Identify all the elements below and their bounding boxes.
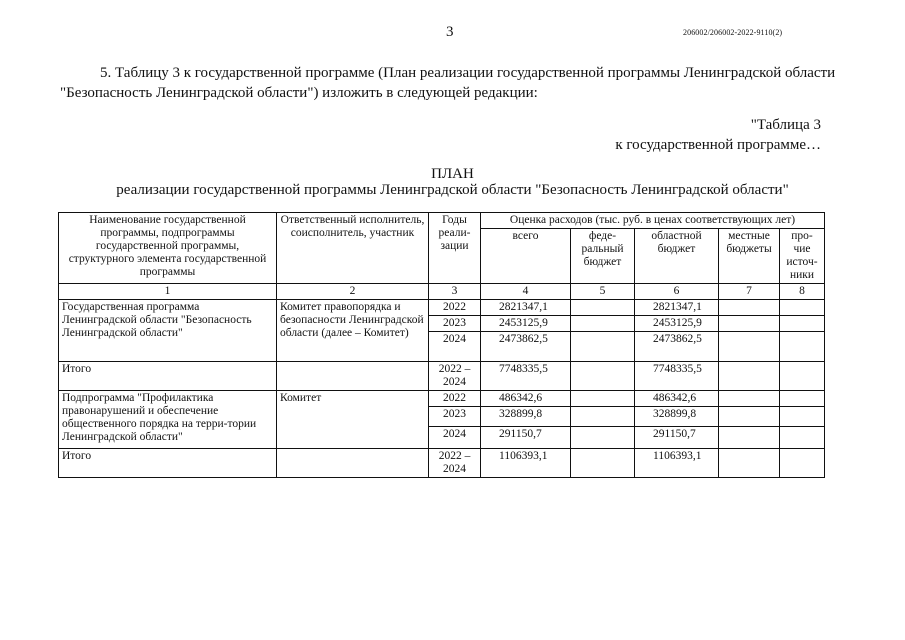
regional-cell: 291150,7 (635, 427, 719, 449)
itogo-label: Итого (59, 362, 277, 391)
table-reference-line1: "Таблица 3 (750, 117, 821, 133)
column-number: 7 (719, 284, 780, 300)
year-cell: 2024 (429, 427, 481, 449)
other-cell (780, 362, 825, 391)
plan-table (58, 212, 825, 478)
column-number: 4 (481, 284, 571, 300)
document-code: 206002/206002-2022-9110(2) (683, 28, 783, 37)
header-total: всего (481, 229, 571, 284)
plan-subtitle: реализации государственной программы Ленинградской области "Безопасность Ленинградской области" (116, 182, 789, 198)
local-cell (719, 332, 780, 362)
table-row (59, 300, 825, 316)
regional-cell: 7748335,5 (635, 362, 719, 391)
intro-paragraph (60, 63, 852, 103)
header-row (59, 213, 825, 229)
year-cell: 2022 – 2024 (429, 449, 481, 478)
federal-cell (571, 407, 635, 427)
table-reference (615, 115, 821, 155)
program-name: Государственная программа Ленинградской области "Безопасность Ленинградской области" (59, 300, 277, 362)
year-cell: 2023 (429, 316, 481, 332)
other-cell (780, 427, 825, 449)
year-cell: 2022 – 2024 (429, 362, 481, 391)
header-local: местные бюджеты (719, 229, 780, 284)
table-reference-line2: к государственной программе… (615, 137, 821, 153)
total-cell: 7748335,5 (481, 362, 571, 391)
local-cell (719, 300, 780, 316)
header-federal: феде-ральный бюджет (571, 229, 635, 284)
regional-cell: 2473862,5 (635, 332, 719, 362)
table-row (59, 362, 825, 391)
federal-cell (571, 449, 635, 478)
header-costs: Оценка расходов (тыс. руб. в ценах соответствующих лет) (481, 213, 825, 229)
federal-cell (571, 391, 635, 407)
local-cell (719, 362, 780, 391)
other-cell (780, 316, 825, 332)
header-executor: Ответственный исполнитель, соисполнитель, участник (277, 213, 429, 284)
federal-cell (571, 316, 635, 332)
column-number: 6 (635, 284, 719, 300)
column-number: 3 (429, 284, 481, 300)
table-row (59, 391, 825, 407)
federal-cell (571, 300, 635, 316)
subprogram-executor: Комитет (277, 391, 429, 449)
local-cell (719, 449, 780, 478)
federal-cell (571, 332, 635, 362)
regional-cell: 486342,6 (635, 391, 719, 407)
column-number: 1 (59, 284, 277, 300)
table-row (59, 449, 825, 478)
column-number: 8 (780, 284, 825, 300)
other-cell (780, 332, 825, 362)
total-cell: 2473862,5 (481, 332, 571, 362)
other-cell (780, 407, 825, 427)
header-other: про-чие источ-ники (780, 229, 825, 284)
local-cell (719, 407, 780, 427)
subprogram-name: Подпрограмма "Профилактика правонарушений и обеспечение общественного порядка на терри-тории Ленинградской области" (59, 391, 277, 449)
regional-cell: 2821347,1 (635, 300, 719, 316)
empty-cell (277, 449, 429, 478)
total-cell: 1106393,1 (481, 449, 571, 478)
total-cell: 2821347,1 (481, 300, 571, 316)
year-cell: 2024 (429, 332, 481, 362)
federal-cell (571, 362, 635, 391)
intro-text: 5. Таблицу 3 к государственной программе (План реализации государственной программы Ленинградской области "Безопасность Ленинградской области") изложить в следующей редакции: (60, 65, 836, 101)
empty-cell (277, 362, 429, 391)
regional-cell: 1106393,1 (635, 449, 719, 478)
regional-cell: 2453125,9 (635, 316, 719, 332)
year-cell: 2022 (429, 300, 481, 316)
year-cell: 2022 (429, 391, 481, 407)
program-executor: Комитет правопорядка и безопасности Ленинградской области (далее – Комитет) (277, 300, 429, 362)
itogo-label: Итого (59, 449, 277, 478)
other-cell (780, 391, 825, 407)
local-cell (719, 316, 780, 332)
total-cell: 328899,8 (481, 407, 571, 427)
other-cell (780, 449, 825, 478)
header-regional: областной бюджет (635, 229, 719, 284)
header-name: Наименование государственной программы, подпрограммы государственной программы, структурного элемента государственной программы (59, 213, 277, 284)
local-cell (719, 391, 780, 407)
total-cell: 291150,7 (481, 427, 571, 449)
page-number: 3 (446, 24, 454, 40)
local-cell (719, 427, 780, 449)
column-number-row (59, 284, 825, 300)
other-cell (780, 300, 825, 316)
total-cell: 2453125,9 (481, 316, 571, 332)
column-number: 2 (277, 284, 429, 300)
plan-title: ПЛАН (431, 166, 474, 182)
column-number: 5 (571, 284, 635, 300)
regional-cell: 328899,8 (635, 407, 719, 427)
federal-cell (571, 427, 635, 449)
year-cell: 2023 (429, 407, 481, 427)
total-cell: 486342,6 (481, 391, 571, 407)
header-years: Годы реали-зации (429, 213, 481, 284)
